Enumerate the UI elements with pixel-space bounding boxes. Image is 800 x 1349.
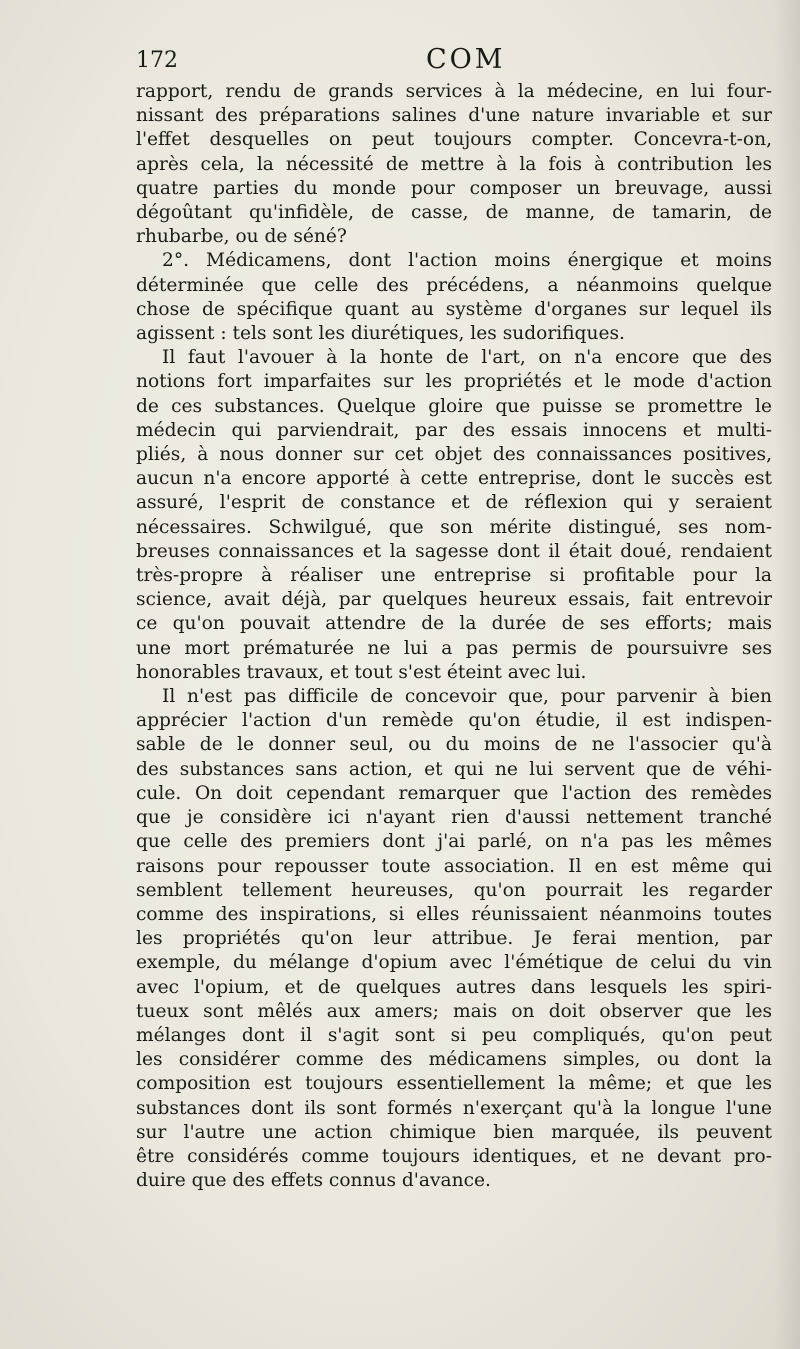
text-line: de ces substances. Quelque gloire que puisse se promettre le (136, 395, 772, 417)
paragraph-3 (136, 346, 772, 685)
text-line: composition est toujours essentiellement la même; et que les (136, 1073, 772, 1095)
text-line: assuré, l'esprit de constance et de réflexion qui y seraient (136, 492, 772, 514)
text-line: substances dont ils sont formés n'exerçant qu'à la longue l'une (136, 1097, 772, 1119)
text-line: comme des inspirations, si elles réunissaient néanmoins toutes (136, 903, 772, 925)
text-line: chose de spécifique quant au système d'organes sur lequel ils (136, 298, 772, 320)
text-line: sur l'autre une action chimique bien marquée, ils peuvent (136, 1121, 772, 1143)
text-line: après cela, la nécessité de mettre à la fois à contribution les (136, 153, 772, 175)
text-line: mélanges dont il s'agit sont si peu compliqués, qu'on peut (136, 1024, 772, 1046)
text-line: 2°. Médicamens, dont l'action moins énergique et moins (162, 250, 772, 272)
paragraph-1 (136, 80, 772, 249)
text-line: cule. On doit cependant remarquer que l'action des remèdes (136, 782, 772, 804)
text-line: médecin qui parviendrait, par des essais innocens et multi- (136, 419, 772, 441)
text-line: tueux sont mêlés aux amers; mais on doit observer que les (136, 1000, 772, 1022)
text-line: dégoûtant qu'infidèle, de casse, de manne, de tamarin, de (136, 202, 772, 224)
paragraph-2 (136, 249, 772, 346)
binding-shadow (774, 0, 800, 1349)
text-line: agissent : tels sont les diurétiques, les sudorifiques. (136, 323, 625, 345)
text-line: avec l'opium, et de quelques autres dans lesquels les spiri- (136, 976, 772, 998)
text-line: breuses connaissances et la sagesse dont il était doué, rendaient (136, 540, 772, 562)
text-line: pliés, à nous donner sur cet objet des connaissances positives, (136, 444, 772, 466)
text-line: que je considère ici n'ayant rien d'aussi nettement tranché (136, 807, 772, 829)
paragraph-4 (136, 685, 772, 1193)
text-line: science, avait déjà, par quelques heureux essais, fait entrevoir (136, 589, 772, 611)
text-line: honorables travaux, et tout s'est éteint avec lui. (136, 661, 587, 683)
text-line: apprécier l'action d'un remède qu'on étudie, il est indispen- (136, 710, 772, 732)
text-line: déterminée que celle des précédens, a néanmoins quelque (136, 274, 772, 296)
text-line: quatre parties du monde pour composer un breuvage, aussi (136, 177, 772, 199)
text-line: notions fort imparfaites sur les propriétés et le mode d'action (136, 371, 772, 393)
text-line: raisons pour repousser toute association. Il en est même qui (136, 855, 772, 877)
running-head: COM (426, 44, 506, 75)
page-number: 172 (136, 48, 178, 73)
text-line: les propriétés qu'on leur attribue. Je ferai mention, par (136, 928, 772, 950)
text-line: semblent tellement heureuses, qu'on pourrait les regarder (136, 879, 772, 901)
text-line: exemple, du mélange d'opium avec l'émétique de celui du vin (136, 952, 772, 974)
text-line: duire que des effets connus d'avance. (136, 1170, 491, 1192)
text-line: l'effet desquelles on peut toujours compter. Concevra-t-on, (136, 129, 772, 151)
text-line: sable de le donner seul, ou du moins de ne l'associer qu'à (136, 734, 772, 756)
text-line: nécessaires. Schwilgué, que son mérite distingué, ses nom- (136, 516, 772, 538)
text-line: des substances sans action, et qui ne lui servent que de véhi- (136, 758, 772, 780)
text-line: rhubarbe, ou de séné? (136, 226, 347, 248)
text-line: Il n'est pas difficile de concevoir que, pour parvenir à bien (162, 686, 772, 708)
text-line: Il faut l'avouer à la honte de l'art, on n'a encore que des (162, 347, 772, 369)
text-line: très-propre à réaliser une entreprise si profitable pour la (136, 565, 772, 587)
text-line: une mort prématurée ne lui a pas permis de poursuivre ses (136, 637, 772, 659)
text-line: aucun n'a encore apporté à cette entreprise, dont le succès est (136, 468, 772, 490)
text-line: rapport, rendu de grands services à la médecine, en lui four- (136, 81, 772, 102)
text-line: nissant des préparations salines d'une nature invariable et sur (136, 105, 772, 127)
text-line: être considérés comme toujours identiques, et ne devant pro- (136, 1145, 772, 1167)
text-line: que celle des premiers dont j'ai parlé, on n'a pas les mêmes (136, 831, 772, 853)
text-line: les considérer comme des médicamens simples, ou dont la (136, 1049, 772, 1071)
page-header (136, 44, 772, 80)
text-line: ce qu'on pouvait attendre de la durée de ses efforts; mais (136, 613, 772, 635)
body-text (136, 80, 772, 1193)
